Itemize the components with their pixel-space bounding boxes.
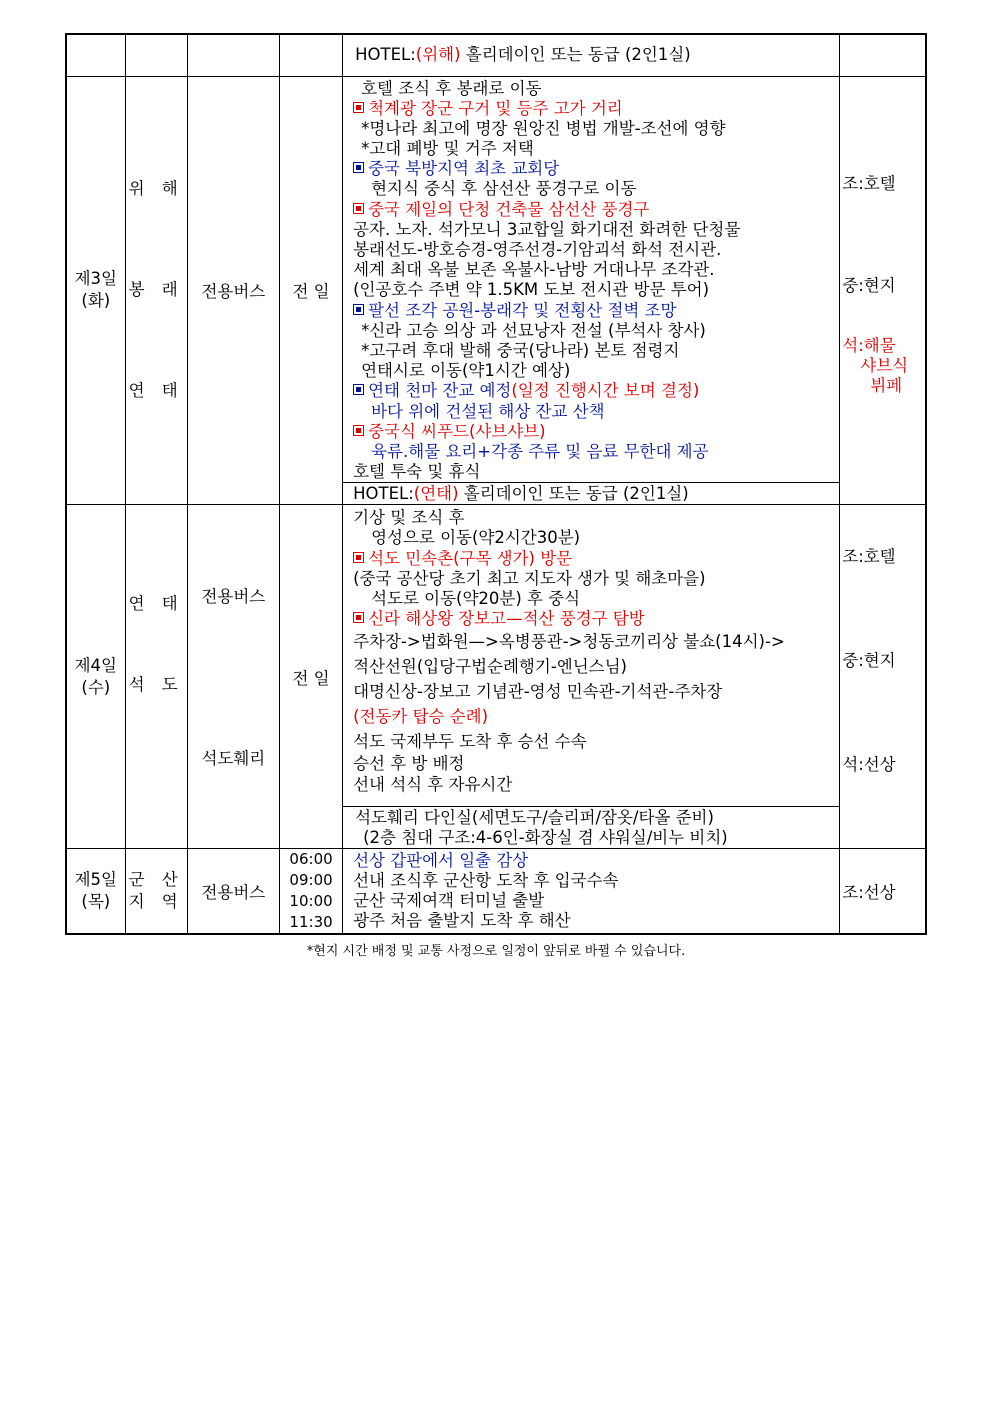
schedule-line: 현지식 중식 후 삼선산 풍경구로 이동 bbox=[371, 179, 637, 199]
schedule-line: (중국 공산당 초기 최고 지도자 생가 및 해초마을) bbox=[353, 568, 706, 588]
schedule-line: 군산 국제여객 터미널 출발 bbox=[353, 891, 545, 911]
schedule-line: 선내 조식후 군산항 도착 후 입국수속 bbox=[353, 871, 619, 891]
schedule-line: *고구려 후대 발해 중국(당나라) 본토 점령지 bbox=[361, 340, 680, 360]
place-name: 지 역 bbox=[128, 892, 184, 912]
schedule-cell bbox=[343, 505, 840, 807]
schedule-line: 호텔 투숙 및 휴식 bbox=[353, 462, 481, 482]
hotel-info: HOTEL:(위해) 홀리데이인 또는 동급 (2인1실) bbox=[343, 34, 840, 76]
square-bullet-icon bbox=[353, 203, 364, 214]
schedule-line: 선상 갑판에서 일출 감상 bbox=[353, 850, 529, 870]
square-bullet-icon bbox=[353, 102, 364, 113]
schedule-line: 연태시로 이동(약1시간 예상) bbox=[361, 361, 571, 381]
duration-cell: 전 일 bbox=[279, 76, 342, 505]
schedule-line: 선내 석식 후 자유시간 bbox=[353, 774, 513, 794]
place-cell bbox=[125, 849, 187, 935]
schedule-highlight: 석도 민속촌(구목 생가) 방문 bbox=[353, 549, 839, 569]
day3-row bbox=[66, 76, 926, 483]
schedule-highlight: 신라 해상왕 장보고—적산 풍경구 탐방 bbox=[353, 609, 839, 629]
hotel-city: (연태) bbox=[413, 483, 459, 503]
schedule-highlight: 연태 천마 잔교 예정(일정 진행시간 보며 결정) bbox=[353, 381, 839, 401]
time: 11:30 bbox=[289, 913, 333, 932]
schedule-line: 육류.해물 요리+각종 주류 및 음료 무한대 제공 bbox=[371, 441, 709, 461]
day4-row bbox=[66, 505, 926, 807]
place-name: 봉 래 bbox=[128, 280, 184, 300]
time: 06:00 bbox=[289, 850, 333, 869]
day-label: 제5일 (목) bbox=[66, 849, 125, 935]
schedule-highlight: 중국 제일의 단청 건축물 삼선산 풍경구 bbox=[353, 200, 839, 220]
square-bullet-icon bbox=[353, 304, 364, 315]
schedule-line: 주차장->법화원—>옥병풍관->청동코끼리상 불쇼(14시)-> bbox=[353, 632, 785, 652]
schedule-highlight: 중국식 씨푸드(샤브샤브) bbox=[353, 422, 839, 442]
schedule-line: *신라 고승 의상 과 선묘낭자 전설 (부석사 창사) bbox=[361, 320, 706, 340]
meals-cell bbox=[840, 76, 926, 505]
footnote: *현지 시간 배정 및 교통 사정으로 일정이 앞뒤로 바뀔 수 있습니다. bbox=[306, 944, 686, 959]
schedule-line: 광주 처음 출발지 도착 후 해산 bbox=[353, 911, 571, 931]
place-cell bbox=[125, 505, 187, 849]
breakfast: 조:호텔 bbox=[842, 173, 896, 193]
empty-cell bbox=[187, 34, 279, 76]
square-bullet-icon bbox=[353, 552, 364, 563]
empty-cell bbox=[279, 34, 342, 76]
schedule-cell bbox=[343, 76, 840, 483]
transport-ferry: 석도훼리 bbox=[201, 749, 266, 769]
place-cell bbox=[125, 76, 187, 505]
meals-cell bbox=[840, 849, 926, 935]
schedule-line: 호텔 조식 후 봉래로 이동 bbox=[361, 78, 542, 98]
schedule-line: 바다 위에 건설된 해상 잔교 산책 bbox=[371, 401, 605, 421]
time: 09:00 bbox=[289, 871, 333, 890]
lunch: 중:현지 bbox=[842, 275, 896, 295]
empty-cell bbox=[66, 34, 125, 76]
breakfast: 조:호텔 bbox=[842, 547, 896, 567]
square-bullet-icon bbox=[353, 384, 364, 395]
schedule-line: (인공호수 주변 약 1.5KM 도보 전시관 방문 투어) bbox=[353, 280, 710, 300]
schedule-line: 승선 후 방 배정 bbox=[353, 754, 465, 774]
dinner: 석:해물 샤브식 뷔페 bbox=[842, 335, 909, 395]
day5-row bbox=[66, 849, 926, 935]
schedule-highlight: 척계광 장군 구거 및 등주 고가 거리 bbox=[353, 99, 839, 119]
place-name: 석 도 bbox=[128, 675, 184, 695]
itinerary-table bbox=[65, 33, 927, 935]
transport-cell: 전용버스 bbox=[187, 849, 279, 935]
schedule-line: 석도로 이동(약20분) 후 중식 bbox=[371, 589, 581, 608]
transport-cell bbox=[187, 505, 279, 849]
schedule-line: *고대 폐방 및 거주 저택 bbox=[361, 139, 534, 159]
day2-hotel-row bbox=[66, 34, 926, 76]
transport-bus: 전용버스 bbox=[201, 587, 266, 607]
day-label: 제4일 (수) bbox=[66, 505, 125, 849]
square-bullet-icon bbox=[353, 162, 364, 173]
ferry-info: 석도훼리 다인실(세면도구/슬리퍼/잠옷/타올 준비) (2층 침대 구조:4-6인-화장실 겸 샤워실/비누 비치) bbox=[343, 807, 840, 849]
time: 10:00 bbox=[289, 892, 333, 911]
hotel-city: (위해) bbox=[415, 45, 461, 65]
duration-cell: 전 일 bbox=[279, 505, 342, 849]
schedule-line: *명나라 최고에 명장 원앙진 병법 개발-조선에 영향 bbox=[361, 118, 726, 138]
schedule-highlight: 팔선 조각 공원-봉래각 및 전횡산 절벽 조망 bbox=[353, 301, 839, 321]
place-name: 위 해 bbox=[128, 179, 184, 199]
schedule-line: 대명신상-장보고 기념관-영성 민속관-기석관-주차장 bbox=[353, 682, 723, 702]
hotel-info: HOTEL:(연태) 홀리데이인 또는 동급 (2인1실) bbox=[343, 483, 840, 505]
time-cell bbox=[279, 849, 342, 935]
transport-cell: 전용버스 bbox=[187, 76, 279, 505]
meals-cell bbox=[840, 505, 926, 849]
dinner: 석:선상 bbox=[842, 755, 896, 775]
place-name: 연 태 bbox=[128, 594, 184, 614]
square-bullet-icon bbox=[353, 425, 364, 436]
schedule-line: 봉래선도-방호승경-영주선경-기암괴석 화석 전시관. bbox=[353, 240, 722, 259]
schedule-line: 공자. 노자. 석가모니 3교합일 화기대전 화려한 단청물 bbox=[353, 219, 741, 239]
schedule-line: (전동카 탑승 순례) bbox=[353, 707, 489, 727]
schedule-line: 기상 및 조식 후 bbox=[353, 508, 465, 528]
schedule-line: 석도 국제부두 도착 후 승선 수속 bbox=[353, 732, 587, 752]
schedule-line: 세계 최대 옥불 보존 옥불사-남방 거대나무 조각관. bbox=[353, 260, 715, 280]
lunch: 중:현지 bbox=[842, 651, 896, 671]
square-bullet-icon bbox=[353, 612, 364, 623]
schedule-line: 영성으로 이동(약2시간30분) bbox=[371, 528, 581, 548]
breakfast: 조:선상 bbox=[842, 883, 896, 903]
empty-cell bbox=[125, 34, 187, 76]
place-name: 연 태 bbox=[128, 381, 184, 401]
schedule-highlight: 중국 북방지역 최초 교회당 bbox=[353, 159, 839, 179]
day-label: 제3일 (화) bbox=[66, 76, 125, 505]
place-name: 군 산 bbox=[128, 870, 184, 890]
empty-cell bbox=[840, 34, 926, 76]
schedule-cell bbox=[343, 849, 840, 935]
schedule-line: 적산선원(입당구법순례행기-엔닌스님) bbox=[353, 657, 627, 677]
